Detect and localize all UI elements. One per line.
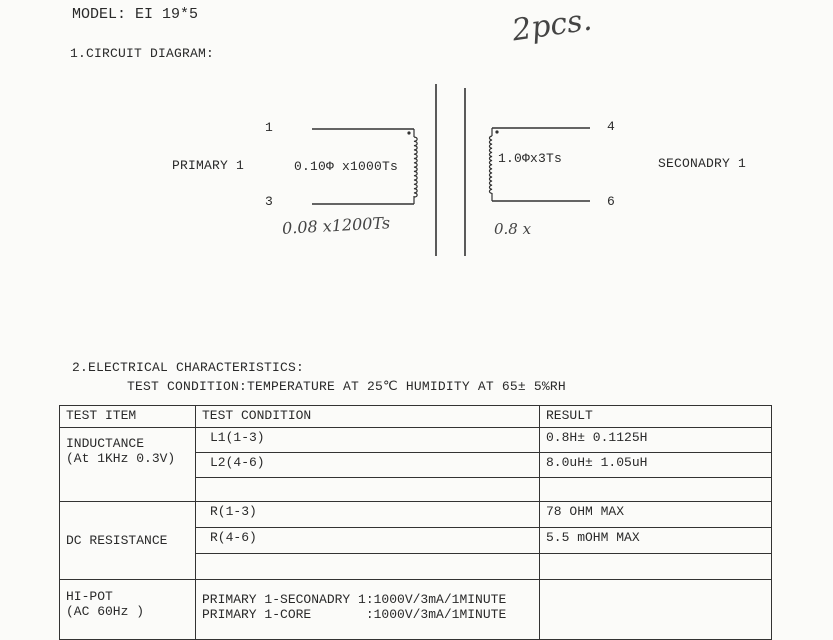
hipot-condition-line1: PRIMARY 1-SECONADRY 1:1000V/3mA/1MINUTE: [202, 592, 507, 607]
primary-label: PRIMARY 1: [172, 158, 245, 173]
inductance-empty-condition: [196, 478, 540, 502]
inductance-empty-result: [540, 478, 772, 502]
dcr-r13-result: 78 OHM MAX: [540, 502, 772, 528]
inductance-item-cell: [60, 428, 196, 502]
dcr-r46-result: 5.5 mOHM MAX: [540, 528, 772, 554]
electrical-characteristics-table: [59, 405, 772, 640]
dcr-r13-condition: R(1-3): [196, 502, 540, 528]
header-test-item: TEST ITEM: [60, 406, 196, 428]
pin-1-label: 1: [265, 120, 274, 135]
header-result: RESULT: [540, 406, 772, 428]
hipot-item-cell: [60, 580, 196, 640]
dcr-empty-result: [540, 554, 772, 580]
secondary-coil: [489, 128, 492, 201]
inductance-l2-condition: L2(4-6): [196, 453, 540, 478]
table-row: [60, 428, 772, 453]
table-row: [60, 502, 772, 528]
inductance-item-condition: (At 1KHz 0.3V): [66, 451, 176, 466]
secondary-winding-spec: 1.0Φx3Ts: [498, 151, 563, 166]
hipot-condition-line2: PRIMARY 1-CORE :1000V/3mA/1MINUTE: [202, 607, 507, 622]
dc-resistance-item: DC RESISTANCE: [60, 502, 196, 580]
primary-polarity-dot: [407, 131, 410, 134]
handwritten-secondary-note: 0.8 x: [494, 220, 532, 238]
secondary-polarity-dot: [495, 130, 498, 133]
inductance-item-label: INDUCTANCE: [66, 436, 145, 451]
primary-winding-spec: 0.10Φ x1000Ts: [294, 159, 399, 174]
handwritten-note-top: 2pcs.: [509, 2, 595, 49]
inductance-l1-result: 0.8H± 0.1125H: [540, 428, 772, 453]
hipot-item-label: HI-POT: [66, 589, 113, 604]
hipot-item-condition: (AC 60Hz ): [66, 604, 145, 619]
hipot-result-cell: [540, 580, 772, 640]
secondary-label: SECONADRY 1: [658, 156, 747, 171]
pin-4-label: 4: [607, 119, 616, 134]
inductance-l1-condition: L1(1-3): [196, 428, 540, 453]
inductance-l2-result: 8.0uH± 1.05uH: [540, 453, 772, 478]
table-header-row: [60, 406, 772, 428]
pin-3-label: 3: [265, 194, 274, 209]
dcr-empty-condition: [196, 554, 540, 580]
pin-6-label: 6: [607, 194, 616, 209]
header-test-condition: TEST CONDITION: [196, 406, 540, 428]
model-title: MODEL: EI 19*5: [72, 6, 199, 23]
section-electrical-title: 2.ELECTRICAL CHARACTERISTICS:: [72, 360, 305, 375]
table-row: [60, 580, 772, 640]
test-condition-line: TEST CONDITION:TEMPERATURE AT 25℃ HUMIDITY AT 65± 5%RH: [127, 379, 566, 394]
primary-coil: [414, 129, 417, 204]
handwritten-primary-note: 0.08 x1200Ts: [281, 213, 391, 238]
hipot-condition-cell: [196, 580, 540, 640]
section-circuit-diagram-title: 1.CIRCUIT DIAGRAM:: [70, 46, 215, 61]
dcr-r46-condition: R(4-6): [196, 528, 540, 554]
